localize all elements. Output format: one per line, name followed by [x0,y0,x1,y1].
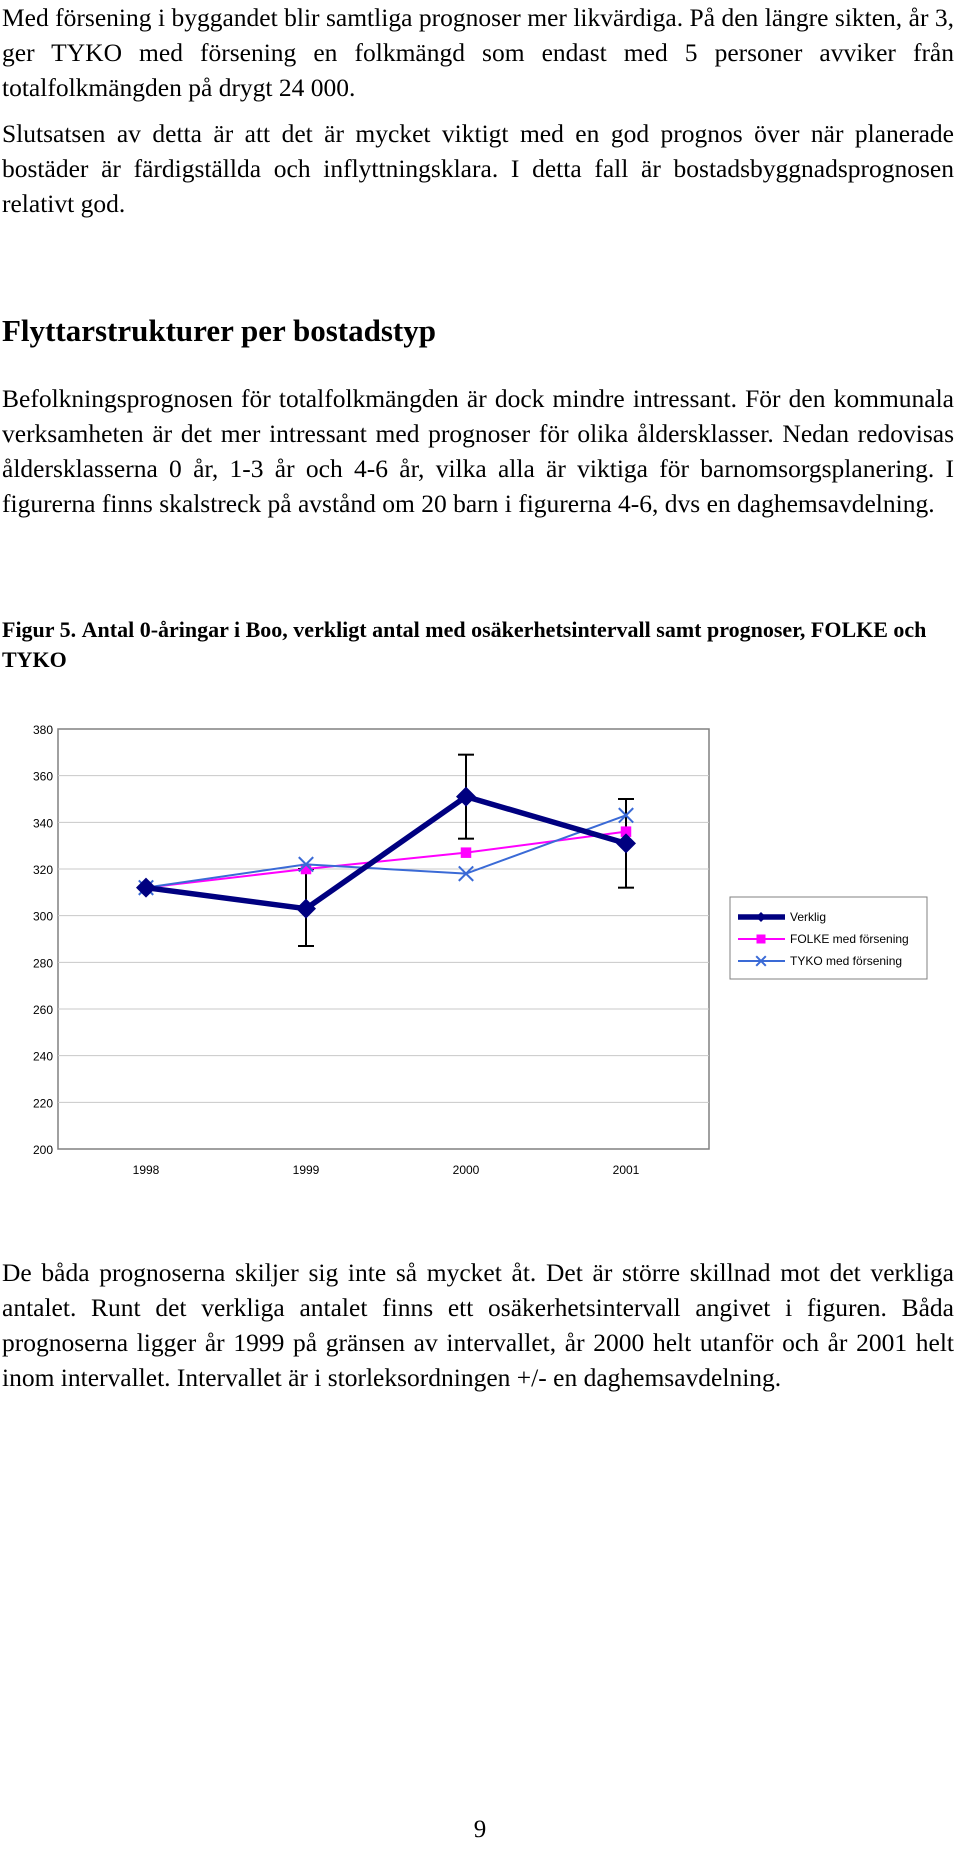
paragraph-befolkning: Befolkningsprognosen för totalfolkmängden är dock mindre intressant. För den kommunala verksamheten är det mer intressant med prognoser för olika åldersklasser. Nedan redovisas åldersklasserna 0 år, 1-3 år och 4-6 år, vilka alla är viktiga för barnomsorgsplanering. I figurerna finns skalstreck på avstånd om 20 barn i figurerna 4-6, dvs en daghemsavdelning. [2,384,954,518]
page-number: 9 [473,1816,487,1843]
y-tick-label: 340 [32,816,53,831]
y-tick-label: 380 [32,723,53,737]
figure-caption-text: Antal 0-åringar i Boo, verkligt antal med osäkerhetsintervall samt prognoser, FOLKE och TYKO [2,617,927,672]
plot-area [58,729,709,1149]
y-tick-label: 320 [32,863,53,877]
legend [730,897,927,979]
paragraph-prognoser: De båda prognoserna skiljer sig inte så mycket åt. Det är större skillnad mot det verkliga antalet. Runt det verkliga antalet finns ett osäkerhetsintervall angivet i figuren. Båda prognoserna ligger år 1999 på gränsen av intervallet, år 2000 helt utanför och år 2001 helt inom intervallet. Intervallet är i storleksordningen +/- en daghemsavdelning. [2,1258,954,1392]
y-tick-label: 260 [32,1003,53,1017]
y-tick-label: 240 [32,1049,53,1064]
y-tick-label: 220 [32,1096,53,1111]
marker-square [461,847,472,858]
paragraph-slutsats: Slutsatsen av detta är att det är mycket viktigt med en god prognos över när planerade bostäder är färdigställda och inflyttningsklara. I detta fall är bostadsbyggnadsprognosen relativt god. [2,119,954,218]
y-tick-label: 280 [32,956,53,971]
figure-caption [2,615,954,675]
x-tick-labels [133,1163,640,1177]
y-tick-label: 360 [32,769,53,784]
x-tick-label: 1998 [132,1163,160,1177]
section-heading: Flyttarstrukturer per bostadstyp [2,313,436,348]
legend-label: FOLKE med försening [790,932,909,946]
x-tick-label: 2000 [452,1163,480,1177]
paragraph-forsening: Med försening i byggandet blir samtliga prognoser mer likvärdiga. På den längre sikten, år 3, ger TYKO med försening en folkmängd som endast med 5 personer avviker från totalfolkmängden på drygt 24 000. [2,3,954,102]
legend-label: Verklig [790,910,827,924]
x-tick-label: 1999 [292,1163,320,1177]
marker-square [757,935,766,944]
y-tick-label: 300 [32,909,53,924]
x-tick-label: 2001 [612,1163,640,1177]
figure-label: Figur 5. [2,617,77,642]
figure-chart [0,700,960,1200]
y-tick-label: 200 [32,1143,53,1157]
y-tick-labels [33,723,53,1157]
legend-label: TYKO med försening [790,954,903,968]
